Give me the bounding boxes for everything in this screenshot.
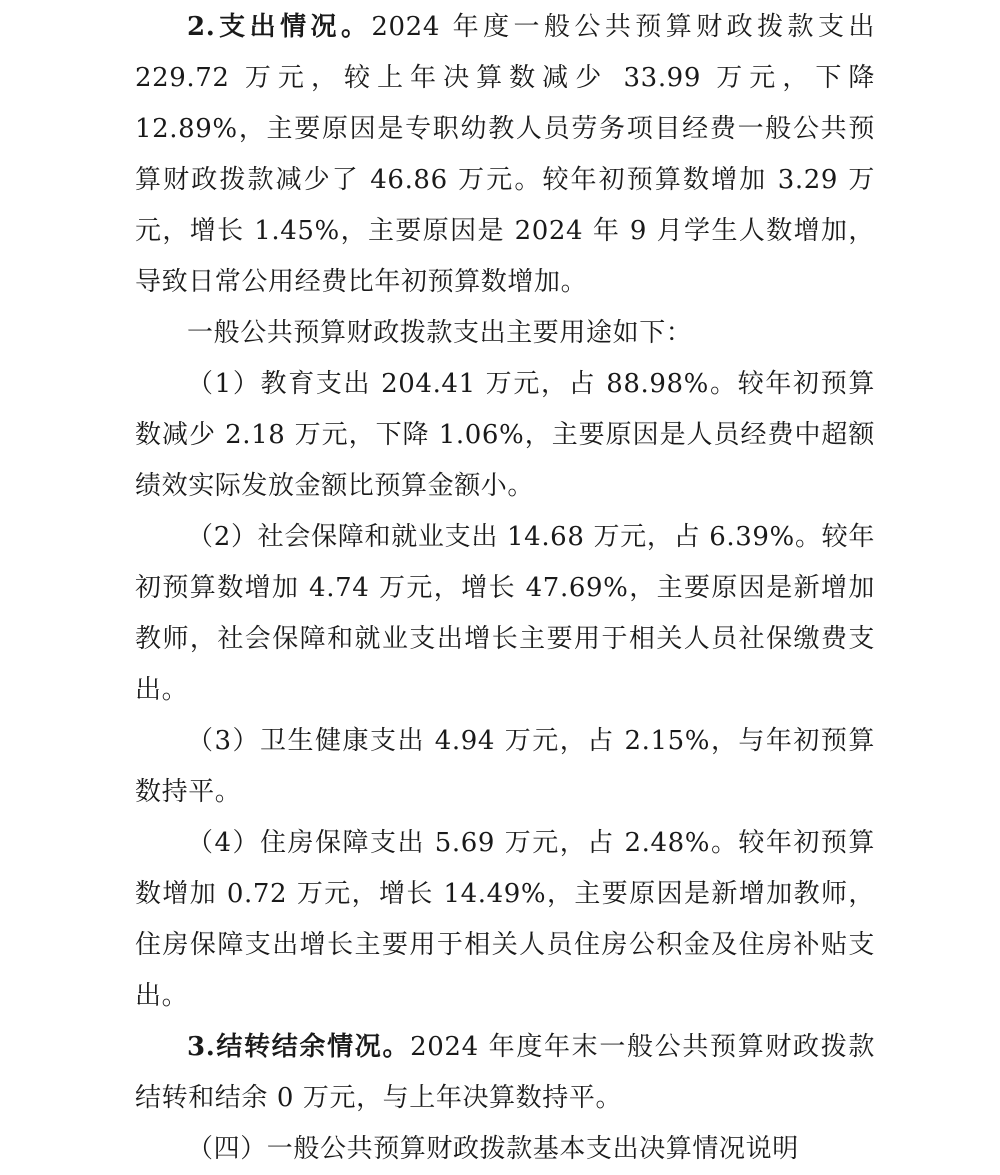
use-item-social-security: （2）社会保障和就业支出 14.68 万元，占 6.39%。较年初预算数增加 4.74 万元，增长 47.69%，主要原因是新增加教师，社会保障和就业支出增长主要用于相关人员社保缴费支出。 [135, 522, 875, 705]
next-section-heading: （四）一般公共预算财政拨款基本支出决算情况说明 [187, 1134, 799, 1164]
carryover-text: 2024 年度年末一般公共预算财政拨款结转和结余 0 万元，与上年决算数持平。 [135, 1032, 875, 1113]
carryover-paragraph [135, 1022, 875, 1124]
uses-intro: 一般公共预算财政拨款支出主要用途如下： [187, 318, 693, 348]
carryover-lead: 3.结转结余情况。 [187, 1032, 411, 1062]
expenditure-paragraph [135, 2, 875, 308]
use-item-housing: （4）住房保障支出 5.69 万元，占 2.48%。较年初预算数增加 0.72 万元，增长 14.49%，主要原因是新增加教师，住房保障支出增长主要用于相关人员住房公积金及住房补贴支出。 [135, 828, 875, 1011]
use-item-education: （1）教育支出 204.41 万元，占 88.98%。较年初预算数减少 2.18 万元，下降 1.06%，主要原因是人员经费中超额绩效实际发放金额比预算金额小。 [135, 369, 875, 501]
expenditure-lead: 2.支出情况。 [187, 12, 372, 42]
use-item-health: （3）卫生健康支出 4.94 万元，占 2.15%，与年初预算数持平。 [135, 726, 875, 807]
expenditure-text: 2024 年度一般公共预算财政拨款支出 229.72 万元，较上年决算数减少 33.99 万元，下降 12.89%，主要原因是专职幼教人员劳务项目经费一般公共预算财政拨款减少了 46.86 万元。较年初预算数增加 3.29 万元，增长 1.45%，主要原因是 2024 年 9 月学生人数增加，导致日常公用经费比年初预算数增加。 [135, 12, 875, 297]
document-page [135, 2, 875, 1175]
